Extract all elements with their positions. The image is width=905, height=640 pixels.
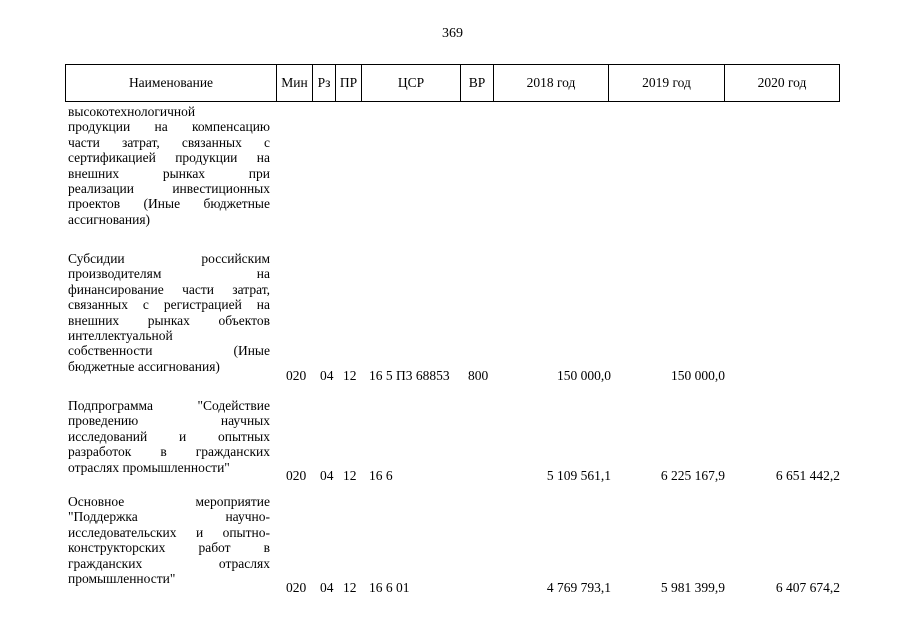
header-2019: 2019 год: [609, 65, 725, 102]
row-name: [68, 398, 270, 475]
row-name-line: высокотехнологичной: [68, 104, 196, 119]
cell-rz: 04: [320, 580, 334, 595]
cell-2020: 6 407 674,2: [775, 580, 840, 595]
cell-rz: 04: [320, 368, 334, 383]
header-min: Мин: [277, 65, 313, 102]
row-name: [68, 494, 270, 586]
cell-2018: 4 769 793,1: [546, 580, 611, 595]
row-name-line: Субсидии российским: [68, 251, 270, 266]
row-name-line: интеллектуальной: [68, 328, 173, 344]
row-name-line: финансирование части затрат,: [68, 281, 270, 297]
row-name-line: отраслях промышленности": [68, 459, 230, 475]
row-name-line: части затрат, связанных с: [68, 134, 270, 150]
row-name-line: связанных с регистрацией на: [68, 297, 270, 313]
row-name-line: продукции на компенсацию: [68, 119, 270, 135]
cell-2018: 150 000,0: [557, 368, 611, 383]
cell-pr: 12: [343, 468, 357, 483]
row-name-line: собственности (Иные: [68, 343, 270, 359]
row-name-line: ассигнования): [68, 211, 151, 227]
cell-min: 020: [286, 368, 307, 383]
row-name: [68, 251, 270, 374]
row-name-line: сертификацией продукции на: [68, 150, 270, 166]
row-name-line: проведению научных: [68, 413, 270, 429]
header-vr: ВР: [461, 65, 494, 102]
page-number: 369: [442, 26, 463, 41]
row-name-line: бюджетные ассигнования): [68, 358, 220, 374]
header-rz: Рз: [313, 65, 336, 102]
row-name-line: гражданских отраслях: [68, 555, 270, 571]
row-name-line: производителям на: [68, 266, 270, 282]
header-2018: 2018 год: [494, 65, 609, 102]
row-name: [68, 104, 270, 227]
cell-2018: 5 109 561,1: [546, 468, 611, 483]
cell-2019: 6 225 167,9: [660, 468, 725, 483]
cell-pr: 12: [343, 368, 357, 383]
cell-2019: 150 000,0: [671, 368, 725, 383]
cell-csr: 16 5 П3 68853: [369, 368, 450, 383]
row-name-line: проектов (Иные бюджетные: [68, 196, 270, 212]
header-csr: ЦСР: [362, 65, 461, 102]
header-2020: 2020 год: [725, 65, 840, 102]
cell-min: 020: [286, 580, 307, 595]
cell-csr: 16 6: [369, 468, 393, 483]
cell-pr: 12: [343, 580, 357, 595]
header-pr: ПР: [336, 65, 362, 102]
row-name-line: "Поддержка научно-: [68, 509, 270, 525]
row-name-line: внешних рынках объектов: [68, 312, 270, 328]
row-name-line: исследовательских и опытно-: [68, 524, 270, 540]
row-name-line: исследований и опытных: [68, 428, 270, 444]
row-name-line: Основное мероприятие: [68, 494, 270, 509]
cell-min: 020: [286, 468, 307, 483]
cell-2020: 6 651 442,2: [775, 468, 840, 483]
table-header: [65, 64, 840, 102]
row-name-line: внешних рынках при: [68, 165, 270, 181]
cell-vr: 800: [468, 368, 489, 383]
cell-csr: 16 6 01: [369, 580, 410, 595]
row-name-line: реализации инвестиционных: [68, 181, 270, 197]
header-name: Наименование: [66, 65, 277, 102]
row-name-line: конструкторских работ в: [68, 540, 270, 556]
cell-2019: 5 981 399,9: [660, 580, 725, 595]
cell-rz: 04: [320, 468, 334, 483]
row-name-line: промышленности": [68, 571, 176, 587]
row-name-line: Подпрограмма "Содействие: [68, 398, 270, 413]
row-name-line: разработок в гражданских: [68, 444, 270, 460]
